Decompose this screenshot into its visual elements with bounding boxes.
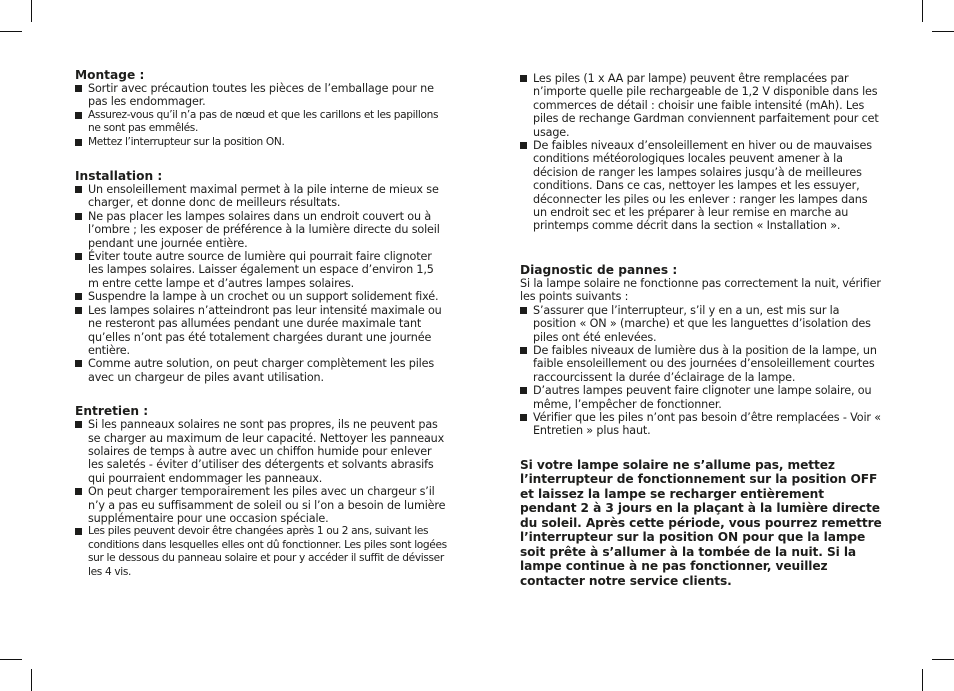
list-item: Vérifier que les piles n’ont pas besoin d’être remplacées - Voir « Entretien » plus haut. — [520, 411, 882, 438]
list-item: De faibles niveaux de lumière dus à la position de la lampe, un faible ensoleillement ou des journées d’ensoleillement courtes raccourcissent la durée d’éclairage de la lampe. — [520, 344, 882, 384]
list-item: On peut charger temporairement les piles avec un chargeur s’il n’y a pas eu suffisamment de soleil ou si l’on a besoin de lumière supplémentaire pour une occasion spéciale. — [75, 485, 447, 525]
montage-list — [75, 82, 447, 149]
list-item: Un ensoleillement maximal permet à la pile interne de mieux se charger, et donne donc de meilleurs résultats. — [75, 183, 447, 210]
crop-mark — [0, 659, 22, 660]
list-item: Les piles (1 x AA par lampe) peuvent être remplacées par n’importe quelle pile rechargeable de 1,2 V disponible dans les commerces de détail : choisir une faible intensité (mAh). Les piles de rechange Gardman conviennent parfaitement pour cet usage. — [520, 72, 882, 139]
installation-list — [75, 183, 447, 384]
entretien-list — [75, 418, 447, 579]
diagnostic-heading: Diagnostic de pannes : — [520, 262, 678, 277]
diagnostic-section — [520, 263, 882, 438]
list-item: Suspendre la lampe à un crochet ou un support solidement fixé. — [75, 290, 447, 303]
crop-mark — [922, 0, 923, 22]
right-column — [520, 72, 882, 588]
list-item: Sortir avec précaution toutes les pièces de l’emballage pour ne pas les endommager. — [75, 82, 447, 109]
entretien-continued — [520, 72, 882, 233]
list-item: S’assurer que l’interrupteur, s’il y en a un, est mis sur la position « ON » (marche) et que les languettes d’isolation des piles ont été enlevées. — [520, 304, 882, 344]
list-item: Les piles peuvent devoir être changées après 1 ou 2 ans, suivant les conditions dans lesquelles elles ont dû fonctionner. Les piles sont logées sur le dessous du panneau solaire et pour y accéder il suffit de dévisser les 4 vis. — [75, 525, 447, 579]
diagnostic-list — [520, 304, 882, 438]
entretien-section — [75, 404, 447, 579]
crop-mark — [0, 31, 22, 32]
list-item: Assurez-vous qu’il n’a pas de nœud et que les carillons et les papillons ne sont pas emmêlés. — [75, 109, 447, 136]
list-item: De faibles niveaux d’ensoleillement en hiver ou de mauvaises conditions météorologiques locales peuvent amener à la décision de ranger les lampes solaires jusqu’à de meilleures conditions. Dans ce cas, nettoyer les lampes et les essuyer, déconnecter les piles ou les enlever : ranger les lampes dans un endroit sec et les préparer à leur remise en marche au printemps comme décrit dans la section « Installation ». — [520, 139, 882, 233]
list-item: Mettez l’interrupteur sur la position ON. — [75, 136, 447, 149]
list-item: Comme autre solution, on peut charger complètement les piles avec un chargeur de piles avant utilisation. — [75, 357, 447, 384]
list-item: Ne pas placer les lampes solaires dans un endroit couvert ou à l’ombre ; les exposer de préférence à la lumière directe du soleil pendant une journée entière. — [75, 210, 447, 250]
installation-heading: Installation : — [75, 169, 163, 184]
entretien-heading: Entretien : — [75, 404, 149, 419]
entretien-list-continued — [520, 72, 882, 233]
list-item: Si les panneaux solaires ne sont pas propres, ils ne peuvent pas se charger au maximum de leur capacité. Nettoyer les panneaux solaires de temps à autre avec un chiffon humide pour enlever les saletés - éviter d’utiliser des détergents et solvants abrasifs qui pourraient endommager les panneaux. — [75, 418, 447, 485]
crop-mark — [31, 0, 32, 22]
final-note: Si votre lampe solaire ne s’allume pas, mettez l’interrupteur de fonctionnement sur la position OFF et laissez la lampe se recharger entièrement pendant 2 à 3 jours en la plaçant à la lumière directe du soleil. Après cette période, vous pourrez remettre l’interrupteur sur la position ON pour que la lampe soit prête à s’allumer à la tombée de la nuit. Si la lampe continue à ne pas fonctionner, veuillez contacter notre service clients. — [520, 457, 882, 588]
crop-mark — [922, 669, 923, 691]
list-item: Éviter toute autre source de lumière qui pourrait faire clignoter les lampes solaires. Laisser également un espace d’environ 1,5 m entre cette lampe et d’autres lampes solaires. — [75, 250, 447, 290]
crop-mark — [932, 659, 954, 660]
montage-heading: Montage : — [75, 68, 145, 82]
crop-mark — [932, 31, 954, 32]
list-item: D’autres lampes peuvent faire clignoter une lampe solaire, ou même, l’empêcher de fonctionner. — [520, 384, 882, 411]
montage-section — [75, 68, 447, 149]
crop-mark — [31, 669, 32, 691]
diagnostic-intro: Si la lampe solaire ne fonctionne pas correctement la nuit, vérifier les points suivants : — [520, 276, 881, 304]
list-item: Les lampes solaires n’atteindront pas leur intensité maximale ou ne resteront pas allumées pendant une durée maximale tant qu’elles n’ont pas été totalement chargées durant une journée entière. — [75, 304, 447, 358]
left-column — [75, 68, 447, 599]
installation-section — [75, 169, 447, 384]
